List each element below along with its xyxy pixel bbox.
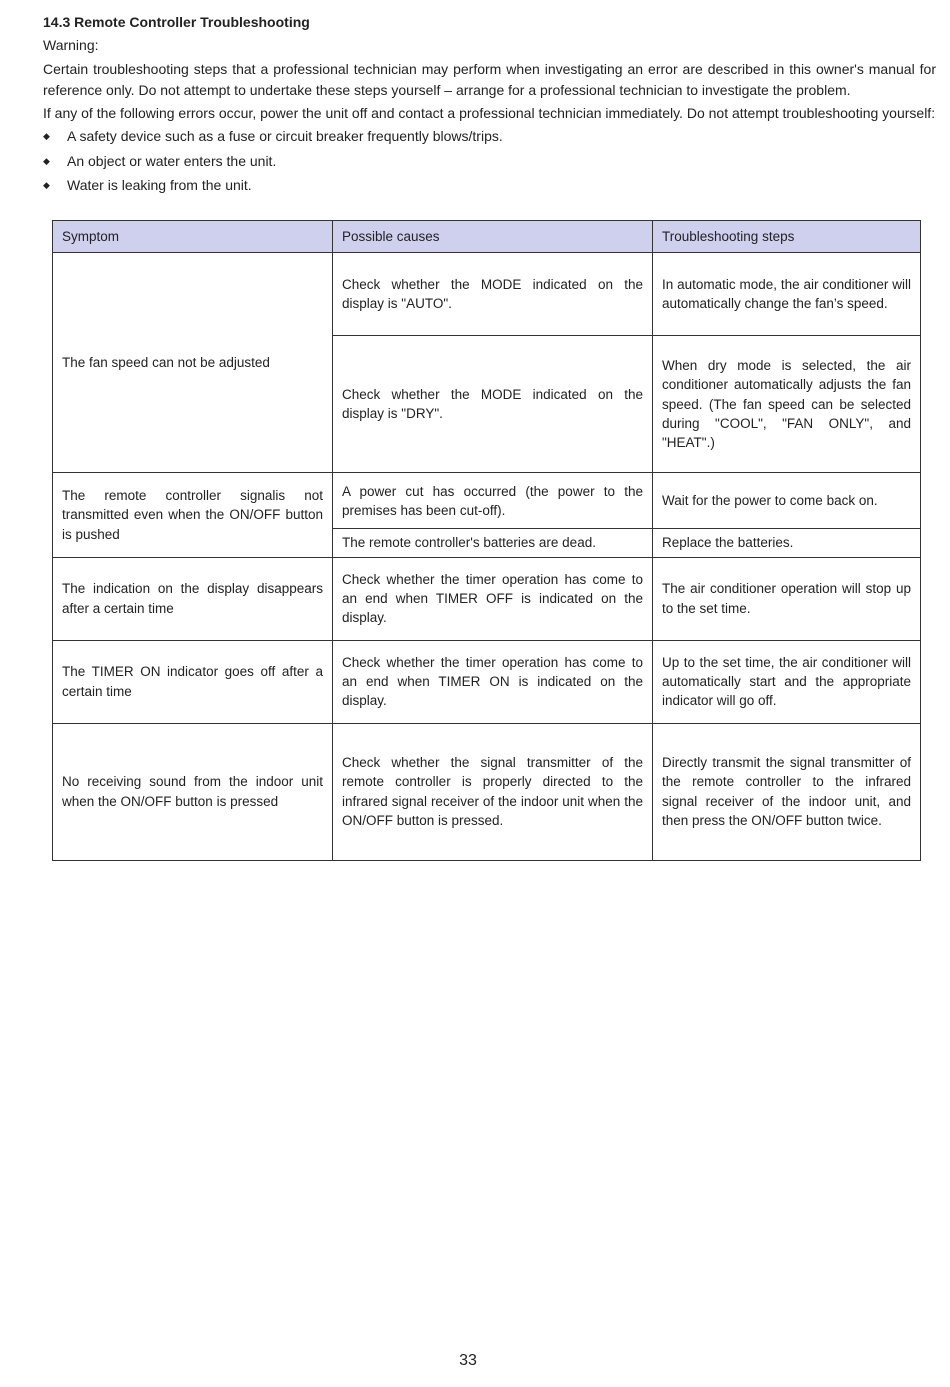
cause-cell: Check whether the MODE indicated on the display is "AUTO".: [333, 253, 653, 336]
cause-cell: A power cut has occurred (the power to the premises has been cut-off).: [333, 473, 653, 529]
table-row: [53, 557, 921, 640]
symptom-cell: The remote controller signalis not transmitted even when the ON/OFF button is pushed: [53, 473, 333, 557]
symptom-cell: No receiving sound from the indoor unit when the ON/OFF button is pressed: [53, 723, 333, 860]
bullet-diamond-icon: ◆: [43, 155, 50, 166]
instruction-paragraph: If any of the following errors occur, power the unit off and contact a professional technician immediately. Do not attempt troubleshooting yourself:: [43, 105, 936, 121]
step-cell: Replace the batteries.: [653, 529, 921, 557]
symptom-cell: The TIMER ON indicator goes off after a certain time: [53, 640, 333, 723]
list-item-text: A safety device such as a fuse or circuit breaker frequently blows/trips.: [67, 128, 503, 144]
header-troubleshooting-steps: Troubleshooting steps: [653, 221, 921, 253]
cause-cell: Check whether the timer operation has come to an end when TIMER ON is indicated on the display.: [333, 640, 653, 723]
list-item-text: Water is leaking from the unit.: [67, 177, 252, 193]
table-header-row: [53, 221, 921, 253]
section-heading: 14.3 Remote Controller Troubleshooting: [43, 14, 310, 30]
warning-label: Warning:: [43, 37, 99, 53]
cause-cell: Check whether the signal transmitter of the remote controller is properly directed to the infrared signal receiver of the indoor unit when the ON/OFF button is pressed.: [333, 723, 653, 860]
cause-cell: Check whether the MODE indicated on the display is "DRY".: [333, 336, 653, 473]
table-row: [53, 723, 921, 860]
list-item: [43, 126, 936, 147]
cause-cell: Check whether the timer operation has come to an end when TIMER OFF is indicated on the display.: [333, 557, 653, 640]
troubleshooting-table: [52, 220, 921, 861]
page-number: 33: [459, 1352, 477, 1369]
step-cell: When dry mode is selected, the air conditioner automatically adjusts the fan speed. (The fan speed can be selected during "COOL", "FAN ONLY", and "HEAT".): [653, 336, 921, 473]
list-item-text: An object or water enters the unit.: [67, 152, 277, 169]
symptom-cell: The fan speed can not be adjusted: [53, 253, 333, 473]
header-symptom: Symptom: [53, 221, 333, 253]
cause-cell: The remote controller's batteries are dead.: [333, 529, 653, 557]
table-row: [53, 253, 921, 336]
list-item: [43, 175, 936, 196]
step-cell: Directly transmit the signal transmitter of the remote controller to the infrared signal receiver of the indoor unit, and then press the ON/OFF button twice.: [653, 723, 921, 860]
symptom-cell: The indication on the display disappears after a certain time: [53, 557, 333, 640]
step-cell: Wait for the power to come back on.: [653, 473, 921, 529]
step-cell: Up to the set time, the air conditioner will automatically start and the appropriate indicator will go off.: [653, 640, 921, 723]
error-list: [43, 126, 936, 196]
header-possible-causes: Possible causes: [333, 221, 653, 253]
bullet-diamond-icon: ◆: [43, 180, 50, 190]
step-cell: The air conditioner operation will stop up to the set time.: [653, 557, 921, 640]
intro-paragraph: Certain troubleshooting steps that a professional technician may perform when investigating an error are described in this owner's manual for reference only. Do not attempt to undertake these steps yourself – arrange for a professional technician to investigate the problem.: [43, 61, 936, 98]
table-row: [53, 473, 921, 529]
step-cell: In automatic mode, the air conditioner will automatically change the fan’s speed.: [653, 253, 921, 336]
bullet-diamond-icon: ◆: [43, 131, 50, 141]
table-row: [53, 640, 921, 723]
list-item: [43, 151, 936, 172]
document-body: [43, 12, 936, 200]
